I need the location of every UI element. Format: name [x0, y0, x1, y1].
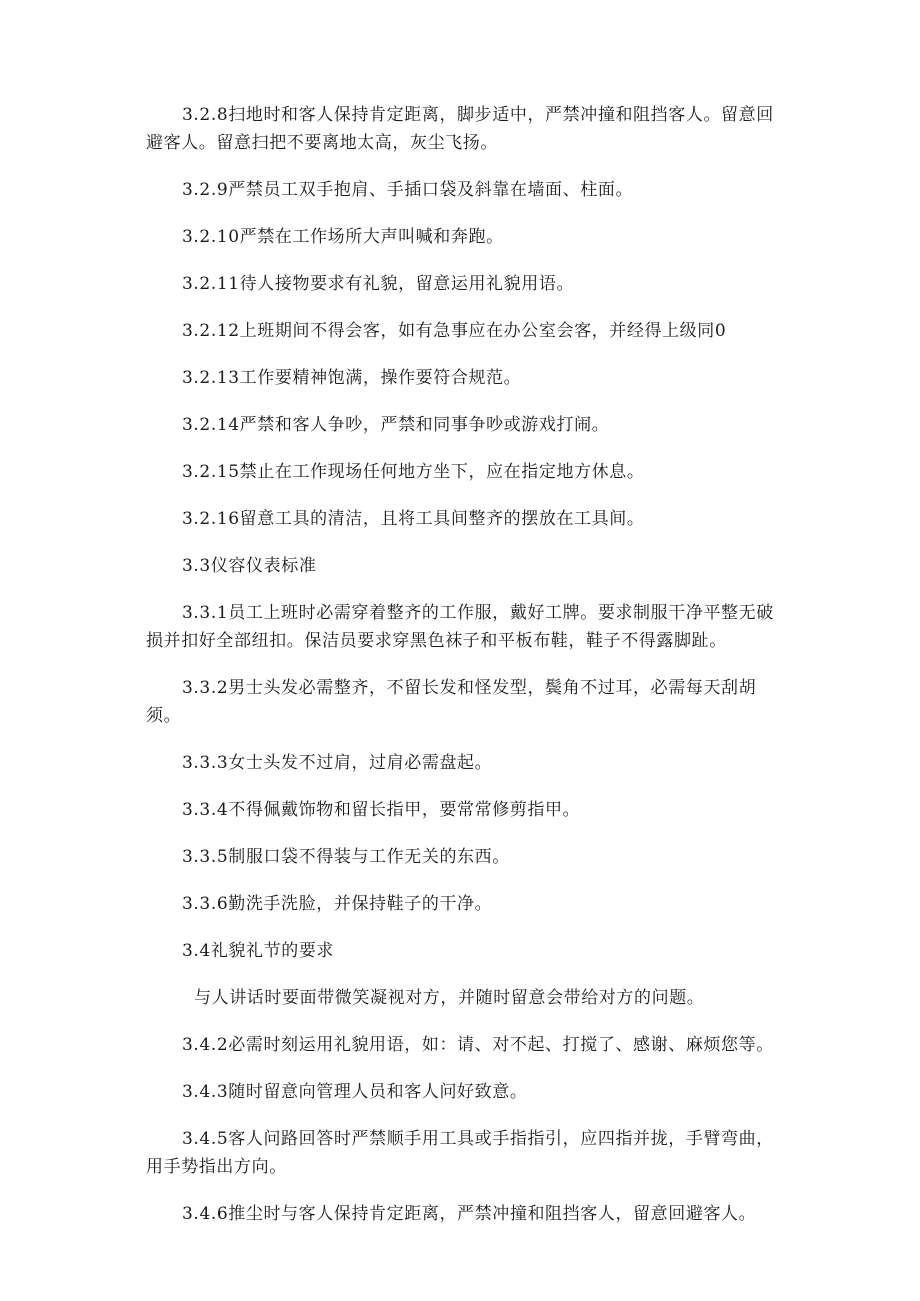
paragraph-3-4-2: 3.4.2必需时刻运用礼貌用语，如：请、对不起、打搅了、感谢、麻烦您等。 [182, 1035, 774, 1055]
document-body [146, 101, 786, 1247]
paragraph-3-2-15: 3.2.15禁止在工作现场任何地方坐下，应在指定地方休息。 [182, 462, 645, 482]
paragraph-3-3-2: 3.3.2男士头发必需整齐，不留长发和怪发型，鬓角不过耳，必需每天刮胡须。 [146, 678, 757, 726]
paragraph-3-4-3: 3.4.3随时留意向管理人员和客人问好致意。 [182, 1082, 528, 1102]
paragraph-3-2-11: 3.2.11待人接物要求有礼貌，留意运用礼貌用语。 [182, 274, 575, 294]
paragraph-3-3-3: 3.3.3女士头发不过肩，过肩必需盘起。 [182, 753, 493, 773]
paragraph-3-3-1: 3.3.1员工上班时必需穿着整齐的工作服，戴好工牌。要求制服干净平整无破损并扣好全部纽扣。保洁员要求穿黑色袜子和平板布鞋，鞋子不得露脚趾。 [146, 603, 774, 651]
paragraph-3-2-14: 3.2.14严禁和客人争吵，严禁和同事争吵或游戏打闹。 [182, 415, 610, 435]
paragraph-3-2-13: 3.2.13工作要精神饱满，操作要符合规范。 [182, 368, 522, 388]
paragraph-3-2-16: 3.2.16留意工具的清洁，且将工具间整齐的摆放在工具间。 [182, 509, 645, 529]
paragraph-3-4-1: 与人讲话时要面带微笑凝视对方，并随时留意会带给对方的问题。 [194, 988, 705, 1008]
paragraph-3-4-6: 3.4.6推尘时与客人保持肯定距离，严禁冲撞和阻挡客人，留意回避客人。 [182, 1204, 757, 1224]
paragraph-3-3-4: 3.3.4不得佩戴饰物和留长指甲，要常常修剪指甲。 [182, 800, 581, 820]
section-heading-3-4: 3.4礼貌礼节的要求 [182, 941, 335, 961]
paragraph-3-2-8: 3.2.8扫地时和客人保持肯定距离，脚步适中，严禁冲撞和阻挡客人。留意回避客人。留意扫把不要离地太高，灰尘飞扬。 [146, 105, 774, 153]
paragraph-3-2-9: 3.2.9严禁员工双手抱肩、手插口袋及斜靠在墙面、柱面。 [182, 180, 634, 200]
section-heading-3-3: 3.3仪容仪表标准 [182, 556, 317, 576]
paragraph-3-2-12: 3.2.12上班期间不得会客，如有急事应在办公室会客，并经得上级同0 [182, 321, 727, 341]
paragraph-3-3-6: 3.3.6勤洗手洗脸，并保持鞋子的干净。 [182, 894, 493, 914]
paragraph-3-4-5: 3.4.5客人问路回答时严禁顺手用工具或手指指引，应四指并拢，手臂弯曲，用手势指出方向。 [146, 1129, 774, 1177]
paragraph-3-2-10: 3.2.10严禁在工作场所大声叫喊和奔跑。 [182, 227, 504, 247]
paragraph-3-3-5: 3.3.5制服口袋不得装与工作无关的东西。 [182, 847, 510, 867]
